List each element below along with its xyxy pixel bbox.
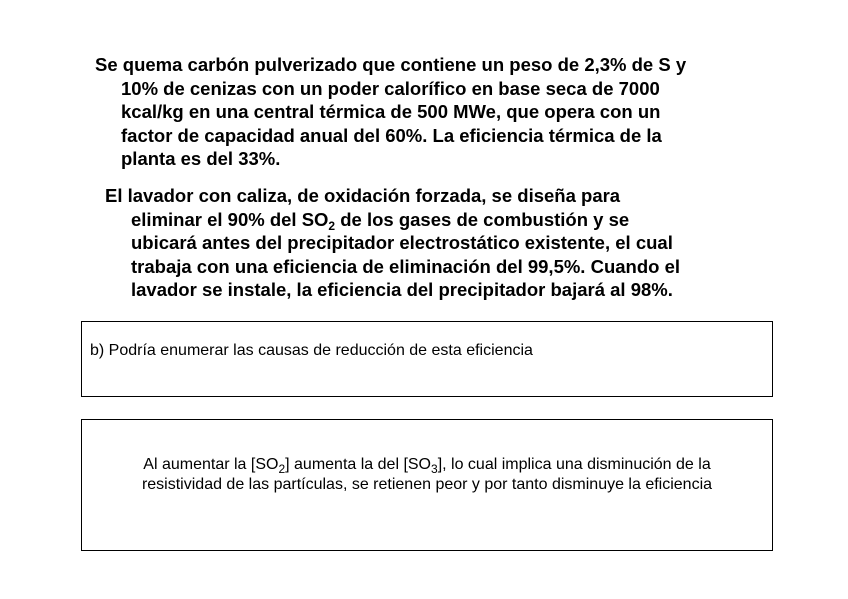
answer-line-1	[82, 455, 772, 475]
problem-paragraph-2	[105, 184, 680, 302]
answer-so3-subscript: 3	[431, 462, 438, 476]
question-box	[81, 321, 773, 397]
answer-so2-subscript: 2	[278, 462, 286, 476]
problem-p1-line-4: factor de capacidad anual del 60%. La eficiencia térmica de la	[121, 124, 662, 146]
problem-p2-line-3: ubicará antes del precipitador electrostático existente, el cual	[131, 232, 673, 253]
so2-subscript: 2	[328, 218, 336, 233]
answer-l1-part-a: Al aumentar la [SO	[143, 456, 279, 473]
answer-l1-part-b: ] aumenta la del [SO	[285, 456, 431, 473]
answer-text	[82, 455, 772, 495]
problem-p1-line-3: kcal/kg en una central térmica de 500 MWe, que opera con un	[121, 101, 661, 122]
answer-line-2: resistividad de las partículas, se retienen peor y por tanto disminuye la eficiencia	[141, 476, 713, 493]
problem-p1-line-1: Se quema carbón pulverizado que contiene un peso de 2,3% de S y	[95, 54, 687, 75]
problem-p1-line-5: planta es del 33%.	[121, 148, 281, 169]
problem-p1-line-2: 10% de cenizas con un poder calorífico en base seca de 7000	[121, 77, 660, 99]
question-text: b) Podría enumerar las causas de reducción de esta eficiencia	[90, 342, 533, 359]
answer-box	[81, 419, 773, 551]
problem-p2-line-2-pre: eliminar el 90% del SO	[131, 208, 329, 230]
problem-p2-line-5: lavador se instale, la eficiencia del precipitador bajará al 98%.	[131, 279, 673, 300]
answer-l1-part-c: ], lo cual implica una disminución de la	[437, 456, 711, 473]
problem-p2-line-2	[105, 208, 680, 232]
problem-p2-line-2-post: de los gases de combustión y se	[335, 208, 630, 230]
problem-p2-line-4: trabaja con una eficiencia de eliminación del 99,5%. Cuando el	[131, 255, 681, 277]
problem-p2-line-1: El lavador con caliza, de oxidación forzada, se diseña para	[105, 185, 621, 206]
problem-paragraph-1	[95, 53, 686, 171]
